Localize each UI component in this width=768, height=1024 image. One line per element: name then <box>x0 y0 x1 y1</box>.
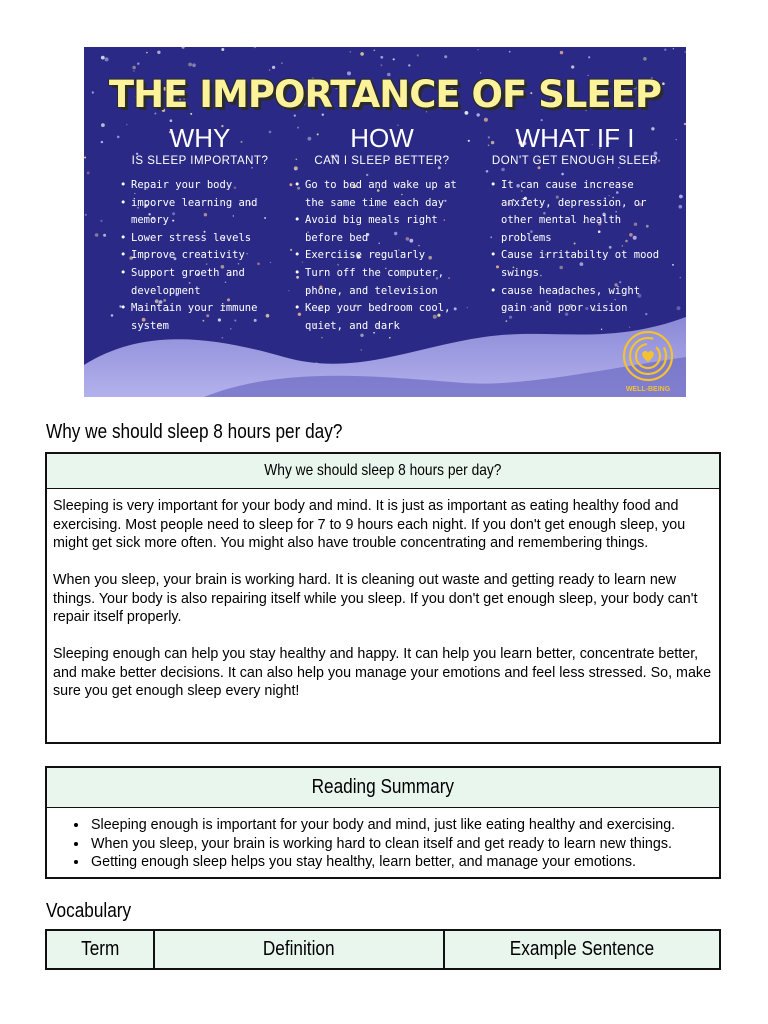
why-list <box>110 177 290 335</box>
list-item: • imporve learning and memory <box>120 195 290 230</box>
star-dot <box>380 64 382 66</box>
star-dot <box>684 123 686 125</box>
what-if-list <box>480 177 670 318</box>
star-dot <box>389 337 391 339</box>
list-item: • Keep your bedroom cool, quiet, and dark <box>294 300 480 335</box>
list-item: • Getting enough sleep helps you stay healthy, learn better, and manage your emotions. <box>89 853 719 872</box>
answer-box <box>45 452 721 744</box>
list-item: • Sleeping enough is important for your body and mind, just like eating healthy and exercising. <box>89 816 719 835</box>
star-dot <box>417 54 419 56</box>
list-item: • Avoid big meals right before bed <box>294 212 480 247</box>
what-if-column <box>480 123 670 318</box>
column-header-definition: Definition <box>154 930 444 969</box>
star-dot <box>380 56 383 59</box>
star-dot <box>509 51 511 53</box>
section-heading: Why we should sleep 8 hours per day? <box>46 421 343 443</box>
star-dot <box>629 327 630 328</box>
list-item: • Improve creativity <box>120 247 290 265</box>
star-dot <box>222 337 224 339</box>
summary-title: Reading Summary <box>311 776 455 798</box>
star-dot <box>100 220 102 222</box>
star-dot <box>673 48 674 49</box>
column-subheading: IS SLEEP IMPORTANT? <box>131 155 269 167</box>
star-dot <box>133 70 135 72</box>
infographic-title: THE IMPORTANCE OF SLEEP <box>108 73 662 116</box>
star-dot <box>679 205 683 209</box>
star-dot <box>588 56 590 58</box>
how-list <box>284 177 480 335</box>
star-dot <box>157 51 160 54</box>
list-item: • Maintain your immune system <box>120 300 290 335</box>
star-dot <box>101 123 105 127</box>
star-dot <box>101 56 105 60</box>
star-dot <box>170 119 173 122</box>
star-dot <box>560 51 563 54</box>
star-dot <box>221 48 224 51</box>
star-dot <box>506 320 508 322</box>
star-dot <box>360 52 364 56</box>
summary-list <box>47 808 719 878</box>
star-dot <box>477 49 478 50</box>
star-dot <box>192 63 196 67</box>
how-column <box>284 123 480 335</box>
list-item: • Support groeth and development <box>120 265 290 300</box>
star-dot <box>484 118 488 122</box>
star-dot <box>321 337 323 339</box>
star-dot <box>679 195 683 199</box>
paragraph: When you sleep, your brain is working hard. It is cleaning out waste and getting ready to learn new things. Your body is also repairing itself while you sleep. If you don't get enough sleep, your body can't repair itself properly. <box>53 572 698 625</box>
summary-header <box>47 768 719 808</box>
list-item: • When you sleep, your brain is working hard to clean itself and get ready to learn new things. <box>89 835 719 854</box>
column-heading: WHY <box>169 123 231 153</box>
column-heading: HOW <box>350 123 414 153</box>
star-dot <box>272 66 275 69</box>
sleep-infographic <box>84 47 686 397</box>
list-item: • Cause irritabilty ot mood swings <box>490 247 670 282</box>
star-dot <box>188 63 192 67</box>
answer-box-title: Why we should sleep 8 hours per day? <box>264 462 502 479</box>
paragraph: Sleeping enough can help you stay healthy and happy. It can help you learn better, concentrate better, and make better decisions. It can also help you manage your emotions and feel less stressed. So, make sure you get enough sleep every night! <box>53 646 712 699</box>
vocabulary-heading: Vocabulary <box>46 900 132 922</box>
star-dot <box>254 47 256 48</box>
star-dot <box>137 63 139 65</box>
well-being-logo <box>620 329 676 393</box>
star-dot <box>680 277 682 279</box>
star-dot <box>393 58 395 60</box>
star-dot <box>132 66 136 70</box>
star-dot <box>361 349 362 350</box>
list-item: • Repair your body <box>120 177 290 195</box>
list-item: • cause headaches, wight gain and poor vision <box>490 283 670 318</box>
star-dot <box>146 52 148 54</box>
column-subheading: CAN I SLEEP BETTER? <box>314 155 450 167</box>
star-dot <box>84 157 86 159</box>
star-dot <box>408 64 410 66</box>
why-column <box>110 123 290 335</box>
star-dot <box>350 51 351 52</box>
column-subheading: DON'T GET ENOUGH SLEEP <box>491 155 659 167</box>
star-dot <box>182 47 185 49</box>
star-dot <box>105 57 109 61</box>
star-dot <box>374 50 376 52</box>
star-dot <box>103 234 106 237</box>
star-dot <box>87 172 90 175</box>
list-item: • Go to bed and wake up at the same time each day <box>294 177 480 212</box>
answer-text <box>47 489 719 701</box>
list-item: • Exerciise regularly <box>294 247 480 265</box>
star-dot <box>676 139 677 140</box>
star-dot <box>444 55 447 58</box>
vocabulary-table <box>45 929 721 970</box>
reading-summary-box <box>45 766 721 879</box>
star-dot <box>664 49 666 51</box>
star-dot <box>672 264 674 266</box>
star-dot <box>677 306 681 310</box>
star-dot <box>269 69 270 70</box>
column-header-term: Term <box>46 930 154 969</box>
paragraph: Sleeping is very important for your body and mind. It is just as important as eating healthy food and exercising. Most people need to sleep for 7 to 9 hours each night. If you don't get enough sleep, you might get sick more often. You might also have trouble concentrating and remembering things. <box>53 498 686 551</box>
logo-label: WELL-BEING <box>625 386 671 393</box>
star-dot <box>101 141 103 143</box>
answer-box-header <box>47 454 719 489</box>
star-dot <box>601 329 602 330</box>
list-item: • Turn off the computer, phone, and television <box>294 265 480 300</box>
list-item: • It can cause increase anxiety, depression, or other mental health problems <box>490 177 670 247</box>
star-dot <box>95 233 99 237</box>
star-dot <box>643 57 647 61</box>
star-dot <box>541 119 543 121</box>
column-header-example: Example Sentence <box>444 930 720 969</box>
star-dot <box>571 65 574 68</box>
star-dot <box>685 51 686 52</box>
column-heading: WHAT IF I <box>515 123 635 153</box>
star-dot <box>281 62 282 63</box>
table-header-row <box>46 930 720 969</box>
list-item: • Lower stress levels <box>120 230 290 248</box>
heart-maze-icon <box>621 329 675 383</box>
star-dot <box>85 214 87 216</box>
